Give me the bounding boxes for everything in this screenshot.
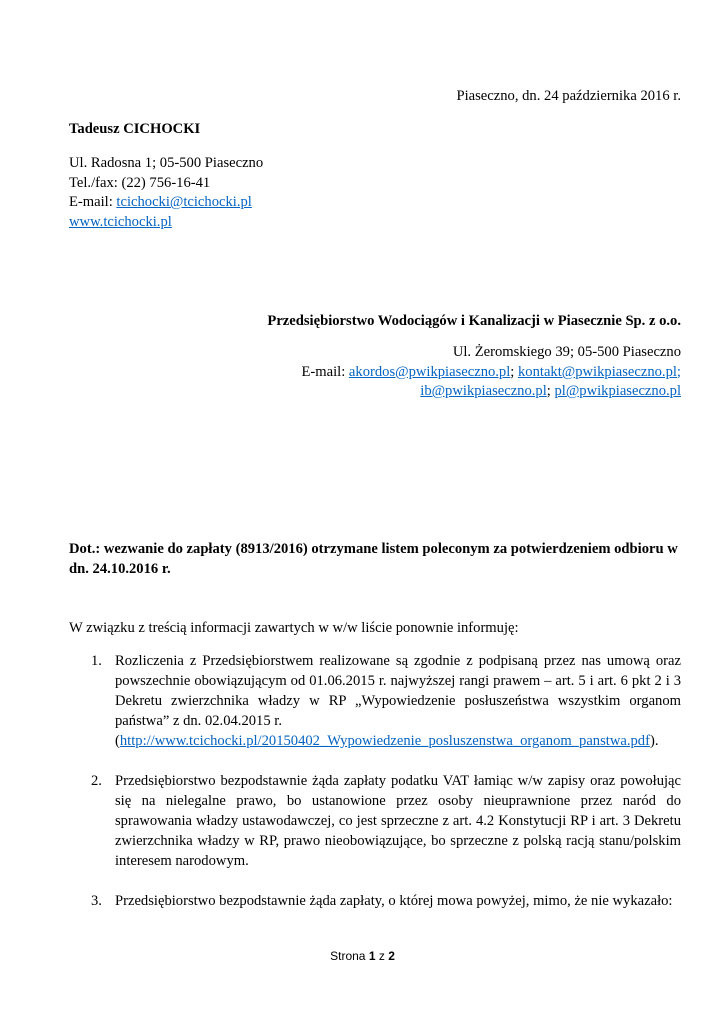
list-item-number: 3. [91, 893, 102, 909]
sender-name: Tadeusz CICHOCKI [69, 121, 201, 137]
sender-email-label: E-mail: [69, 194, 117, 210]
recipient-block [302, 343, 682, 402]
recipient-email-link-2[interactable]: kontakt@pwikpiaseczno.pl; [518, 363, 681, 380]
list-item-link-line [115, 731, 681, 751]
sender-block [69, 154, 263, 232]
link-open-paren: ( [115, 733, 120, 749]
letter-place-date: Piaseczno, dn. 24 października 2016 r. [456, 88, 681, 104]
link-close-paren: ). [649, 733, 659, 749]
current-page-number: 1 [368, 949, 376, 963]
list-item [69, 771, 681, 871]
letter-intro: W związku z treścią informacji zawartych w w/w liście ponownie informuję: [69, 620, 519, 636]
list-item-text: Przedsiębiorstwo bezpodstawnie żąda zapłaty podatku VAT łamiąc w/w zapisy oraz powołując się na nielegalne prawo, bo ustanowione przez osoby nieuprawnione przez naród do sprawowania władzy ustawodawczej, co jest sprzeczne z art. 4.2 Konstytucji RP i art. 3 Dekretu zwierzchnika władzy w RP, prawo nieobowiązujące, bo sprzeczne z polską racją stanu/polskim interesem narodowym. [115, 773, 681, 869]
recipient-email-label: E-mail: [301, 363, 349, 380]
numbered-list [69, 651, 681, 931]
list-item [69, 891, 681, 911]
list-item-number: 2. [91, 773, 102, 789]
letter-subject: Dot.: wezwanie do zapłaty (8913/2016) otrzymane listem poleconym za potwierdzeniem odbioru w dn. 24.10.2016 r. [69, 541, 678, 577]
list-item-text: Rozliczenia z Przedsiębiorstwem realizowane są zgodnie z podpisaną przez nas umową oraz powszechnie obowiązującym od 01.06.2015 r. najwyższej rangi prawem – art. 5 i art. 6 pkt 2 i 3 Dekretu zwierzchnika władzy w RP „Wypowiedzenie posłuszeństwa wszystkim organom państwa” z dn. 02.04.2015 r. [115, 653, 681, 729]
of-label: z [378, 949, 385, 963]
recipient-email-link-1[interactable]: akordos@pwikpiaseczno.pl [348, 363, 511, 380]
sender-website-line [69, 213, 263, 233]
list-item [69, 651, 681, 751]
recipient-email-separator: ; [546, 383, 555, 399]
sender-address: Ul. Radosna 1; 05-500 Piaseczno [69, 155, 264, 171]
recipient-name: Przedsiębiorstwo Wodociągów i Kanalizacji w Piasecznie Sp. z o.o. [267, 313, 681, 329]
recipient-email-link-3[interactable]: ib@pwikpiaseczno.pl [420, 383, 547, 399]
total-pages-number: 2 [388, 949, 395, 963]
sender-email-link[interactable]: tcichocki@tcichocki.pl [116, 194, 252, 210]
document-link[interactable]: http://www.tcichocki.pl/20150402_Wypowiedzenie_posluszenstwa_organom_panstwa.pdf [119, 733, 650, 749]
sender-phone: Tel./fax: (22) 756-16-41 [69, 174, 211, 191]
recipient-email-line-1 [302, 363, 682, 383]
sender-website-link[interactable]: www.tcichocki.pl [69, 213, 172, 230]
recipient-address: Ul. Żeromskiego 39; 05-500 Piaseczno [452, 344, 681, 360]
recipient-email-link-4[interactable]: pl@pwikpiaseczno.pl [554, 383, 681, 399]
page-label: Strona [330, 949, 366, 963]
list-item-text: Przedsiębiorstwo bezpodstawnie żąda zapłaty, o której mowa powyżej, mimo, że nie wykazało: [115, 893, 673, 909]
sender-email-line [69, 193, 263, 213]
recipient-email-line-2 [302, 382, 682, 402]
recipient-email-separator: ; [510, 363, 518, 380]
list-item-number: 1. [91, 653, 102, 669]
page-footer [0, 949, 725, 963]
